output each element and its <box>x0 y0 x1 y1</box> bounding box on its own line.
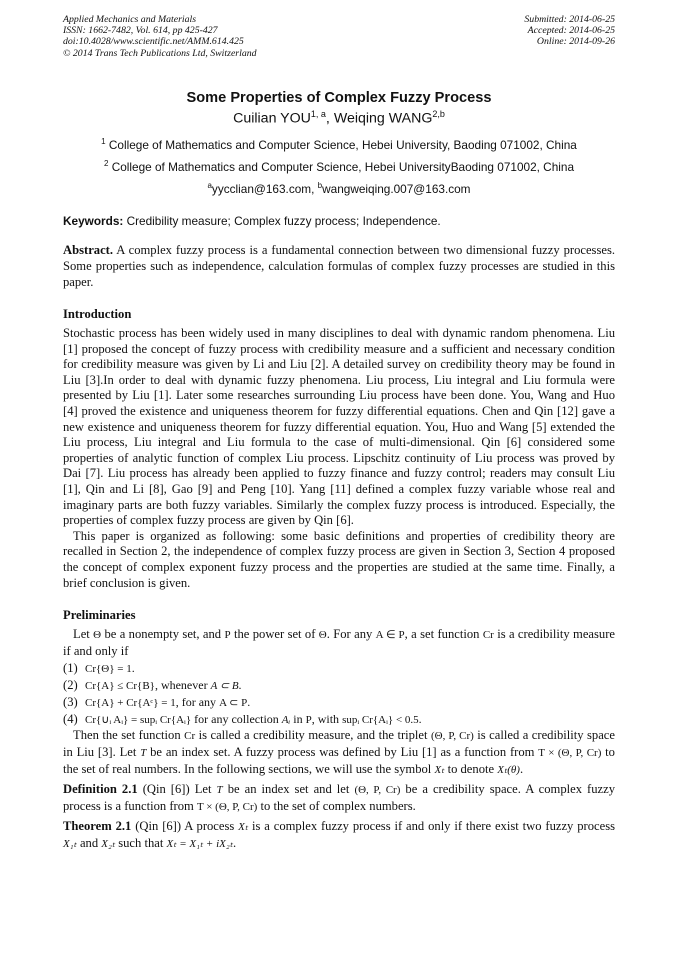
dates-info <box>524 14 615 59</box>
theorem-2-1 <box>63 819 615 852</box>
affiliation-sup: 2 <box>103 159 109 169</box>
math-expression: Cr{∪ᵢ Aᵢ} = supᵢ Cr{Aᵢ} <box>85 714 192 727</box>
math-symbol: Xₜ <box>238 821 249 834</box>
math-symbol: Xₜ(θ) <box>497 763 520 776</box>
email-link[interactable]: wangweiqing.007@163.com <box>322 182 471 197</box>
math-symbol: X₁ₜ <box>63 837 77 850</box>
paper-title: Some Properties of Complex Fuzzy Process <box>186 89 492 106</box>
math-expression: Aᵢ <box>281 714 291 727</box>
email-sup: b <box>317 181 323 191</box>
text-run: to the set of complex numbers. <box>257 798 416 813</box>
axiom-number: (4) <box>63 712 78 727</box>
math-expression: Cr{A} + Cr{Aᶜ} = 1 <box>85 697 176 710</box>
author-name: Weiqing WANG <box>333 110 433 127</box>
text-run: . <box>238 678 242 693</box>
text-run: to denote <box>444 761 498 776</box>
section-heading-preliminaries: Preliminaries <box>63 608 136 623</box>
text-run: . <box>131 661 135 676</box>
prelim-paragraph-1 <box>63 627 615 659</box>
math-symbol: X₂ₜ <box>101 837 116 850</box>
affiliation-text: College of Mathematics and Computer Science, Hebei UniversityBaoding 071002, China <box>111 160 575 175</box>
axiom-number: (1) <box>63 661 78 676</box>
text-run: , a set function <box>404 627 483 642</box>
text-run: is a credibility measure if and only if <box>63 627 615 658</box>
text-run: be an index set. A fuzzy process was defined by Liu [1] as a function from <box>146 744 539 759</box>
intro-paragraph-1: Stochastic process has been widely used in many disciplines to deal with dynamic random phenomena. Liu [1] proposed the concept of fuzzy process with credibility measure and a sufficient and necessary condition for credibility measure was given by Li and Liu [2]. A detailed survey on credibility theory may be found in Liu [3].In order to deal with dynamic fuzzy phenomena. Liu process, Liu integral and Liu formula were presented by Liu [1]. Later some researches surrounding Liu process have been done. You, Wang and Huo [4] proved the existence and uniqueness theorem for fuzzy differential equations. Chen and Qin [12] gave a new existence and uniqueness theorem for fuzzy differential equation. You, Huo and Wang [5] extended the Liu process, Liu integral and Liu formula to the case of multi-dimensional. Qin [6] considered some properties of analytic function of complex Liu process. Lipschitz continuity of Liu process was proved by Dai [7]. Liu process has already been applied to fuzzy finance and fuzzy control; readers may consult Liu [1], Qin and Li [8], Gao [9] and Peng [10]. Yang [11] defined a complex fuzzy variable whose real and imaginary parts are both fuzzy variables. Similarly the complex fuzzy process is introduced. Especially, the properties of complex fuzzy process are given by Qin [6]. <box>63 326 615 528</box>
issn-line: ISSN: 1662-7482, Vol. 614, pp 425-427 <box>63 25 218 37</box>
axiom-item <box>63 660 615 677</box>
axiom-item <box>63 677 615 694</box>
affiliation <box>63 157 615 174</box>
text-run: in <box>290 712 306 727</box>
author-separator: , <box>325 110 334 127</box>
math-symbol: T × (Θ, P, Cr) <box>196 800 258 813</box>
keywords-text: Credibility measure; Complex fuzzy process; Independence. <box>126 214 441 229</box>
text-run: be an index set and let <box>222 782 355 797</box>
intro-paragraph-2: This paper is organized as following: some basic definitions and properties of credibility theory are recalled in Section 2, the independence of complex fuzzy process are given in Section 3, Section 4 proposed the concept of complex exponent fuzzy process and the properties are studied at the same time. Finally, a brief conclusion is given. <box>63 528 615 590</box>
text-run: Let <box>73 627 94 642</box>
math-symbol: Cr <box>184 730 196 743</box>
author-name: Cuilian YOU <box>233 110 311 127</box>
abstract-label: Abstract. <box>63 243 114 258</box>
author-sup: 1, a <box>310 108 326 119</box>
text-run: to the set of real numbers. In the following sections, we will use the symbol <box>63 744 615 776</box>
email-line <box>63 181 615 196</box>
doi-line: doi:10.4028/www.scientific.net/AMM.614.425 <box>63 36 244 48</box>
text-run: , with <box>311 712 343 727</box>
theorem-label: Theorem 2.1 <box>63 819 132 834</box>
prelim-paragraph-2 <box>63 728 615 778</box>
math-symbol: Xₜ = X₁ₜ + iX₂ₜ <box>166 837 233 850</box>
text-run: . For any <box>326 627 376 642</box>
text-run: . <box>519 761 524 776</box>
math-symbol: (Θ, P, Cr) <box>354 784 401 797</box>
author-sup: 2,b <box>432 108 445 119</box>
text-run: , whenever <box>154 678 211 693</box>
text-run: is a complex fuzzy process if and only if there exist two fuzzy process <box>248 819 615 834</box>
math-symbol: Cr <box>482 629 494 642</box>
math-expression: A ⊂ B <box>210 680 239 693</box>
math-expression: P <box>305 714 312 727</box>
text-run: for any collection <box>191 712 282 727</box>
text-run: the power set of <box>230 627 319 642</box>
keywords-label: Keywords: <box>63 214 124 229</box>
text-run: (Qin [6]) Let <box>137 782 217 797</box>
math-symbol: P <box>224 629 231 642</box>
text-run: Then the set function <box>73 728 185 743</box>
journal-info <box>63 14 257 59</box>
journal-name: Applied Mechanics and Materials <box>63 14 197 25</box>
text-run: be a nonempty set, and <box>101 627 225 642</box>
text-run: . <box>247 695 251 710</box>
text-run: be a credibility space. A complex fuzzy process is a function from <box>63 782 616 813</box>
axiom-list <box>63 660 615 728</box>
math-symbol: T <box>216 784 223 797</box>
email-link[interactable]: yycclian@163.com <box>211 182 312 197</box>
journal-header <box>63 14 615 59</box>
text-run: , for any <box>175 695 220 710</box>
math-expression: Cr{Θ} = 1 <box>85 663 132 676</box>
math-expression: A ⊂ P <box>219 697 248 710</box>
axiom-item <box>63 711 615 728</box>
abstract-text: A complex fuzzy process is a fundamental connection between two dimensional fuzzy processes. Some properties such as independence, calculation formulas of complex fuzzy processes are studied in this paper. <box>63 243 615 289</box>
axiom-number: (3) <box>63 695 78 710</box>
axiom-body <box>85 694 250 711</box>
email-separator: , <box>311 182 318 197</box>
keywords <box>63 214 615 228</box>
axiom-body <box>85 677 242 694</box>
definition-2-1 <box>63 782 615 815</box>
math-expression: supᵢ Cr{Aᵢ} < 0.5 <box>342 714 419 727</box>
math-symbol: A ∈ P <box>375 629 405 642</box>
axiom-item <box>63 694 615 711</box>
affiliation-sup: 1 <box>101 136 106 146</box>
accepted-date: Accepted: 2014-06-25 <box>527 25 615 37</box>
definition-label: Definition 2.1 <box>63 782 138 797</box>
online-date: Online: 2014-09-26 <box>536 36 615 48</box>
paper-page <box>63 14 615 853</box>
text-run: is called a credibility measure, and the triplet <box>195 728 431 743</box>
section-heading-introduction: Introduction <box>63 307 132 322</box>
math-symbol: T × (Θ, P, Cr) <box>538 746 602 759</box>
axiom-body <box>85 660 135 677</box>
math-expression: Cr{A} ≤ Cr{B} <box>85 680 155 693</box>
text-run: such that <box>115 835 167 850</box>
text-run: and <box>76 835 102 850</box>
abstract <box>63 243 615 290</box>
text-run: (Qin [6]) A process <box>131 819 239 834</box>
author-line <box>63 109 615 127</box>
submitted-date: Submitted: 2014-06-25 <box>524 14 615 25</box>
math-symbol: Θ <box>93 629 102 642</box>
text-run: is called a credibility space in Liu [3]. Let <box>63 728 615 759</box>
math-symbol: Θ <box>318 629 327 642</box>
affiliation-text: College of Mathematics and Computer Science, Hebei University, Baoding 071002, China <box>108 137 577 152</box>
axiom-body <box>85 711 422 728</box>
affiliation <box>63 135 615 152</box>
text-run: . <box>232 835 237 850</box>
axiom-number: (2) <box>63 678 78 693</box>
math-symbol: T <box>140 746 147 759</box>
math-symbol: (Θ, P, Cr) <box>431 730 474 743</box>
email-sup: a <box>207 181 212 191</box>
math-symbol: Xₜ <box>434 763 445 776</box>
copyright-line: © 2014 Trans Tech Publications Ltd, Switzerland <box>63 47 257 59</box>
text-run: . <box>418 712 422 727</box>
